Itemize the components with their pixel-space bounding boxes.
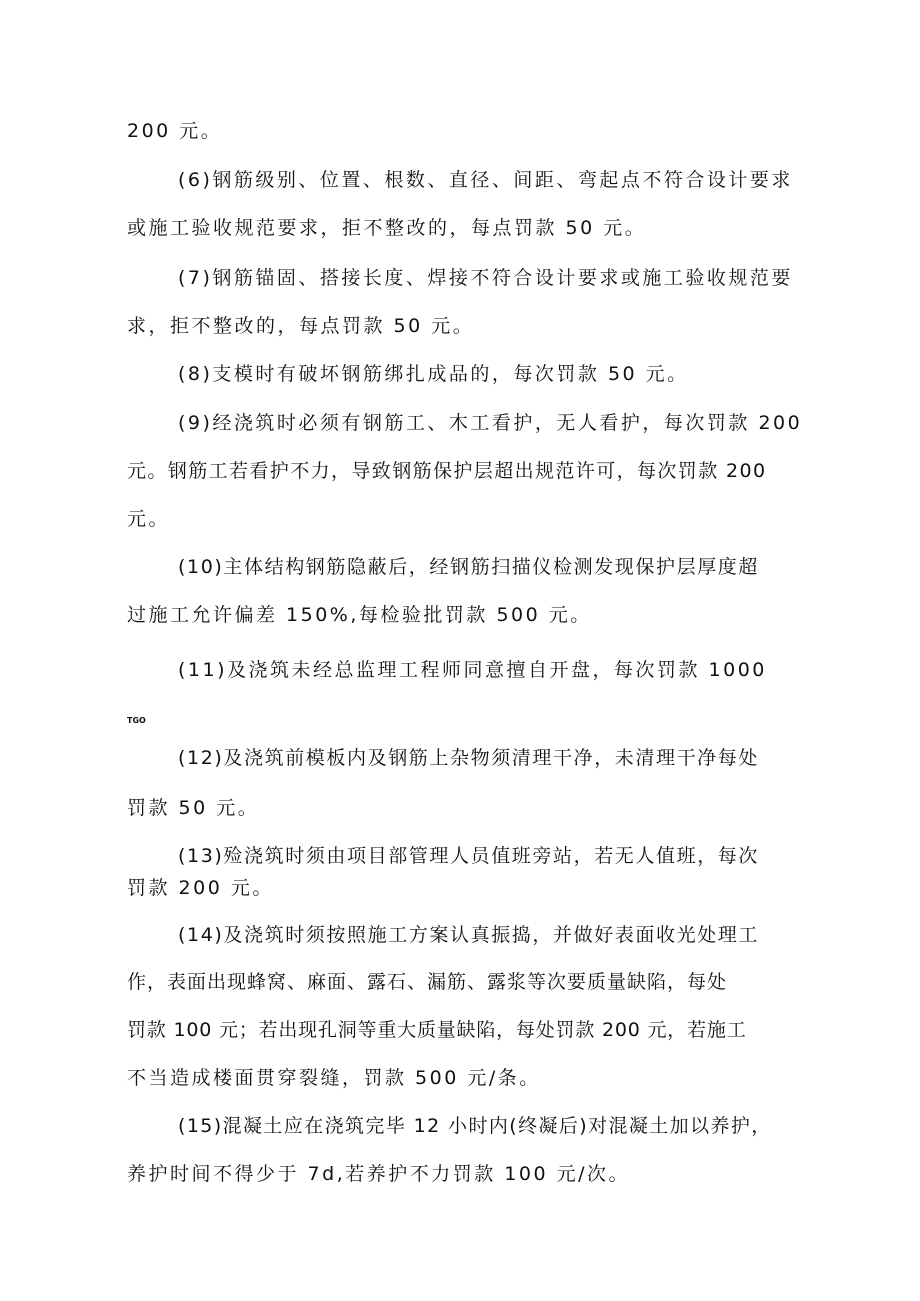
text-line: 罚款 100 元；若出现孔洞等重大质量缺陷，每处罚款 200 元，若施工 [127,1019,747,1041]
text-line: (8)支模时有破坏钢筋绑扎成品的，每次罚款 50 元。 [178,363,689,385]
text-line: (12)及浇筑前模板内及钢筋上杂物须清理干净，未清理干净每处 [178,747,760,769]
text-line: 元。 [127,508,171,530]
text-line: (11)及浇筑未经总监理工程师同意擅自开盘，每次罚款 1000 [178,659,767,681]
text-line: 过施工允许偏差 150%,每检验批罚款 500 元。 [127,604,592,626]
text-line: (10)主体结构钢筋隐蔽后，经钢筋扫描仪检测发现保护层厚度超 [178,556,760,578]
text-line: 作，表面出现蜂窝、麻面、露石、漏筋、露浆等次要质量缺陷，每处 [127,971,728,993]
text-line: (13)殓浇筑时须由项目部管理人员值班旁站，若无人值班，每次 [178,845,760,867]
text-line: 不当造成楼面贯穿裂缝，罚款 500 元/条。 [127,1067,541,1089]
text-line: 养护时间不得少于 7d,若养护不力罚款 100 元/次。 [127,1163,630,1185]
text-line: 200 元。 [127,120,223,142]
text-line: (7)钢筋锚固、搭接长度、焊接不符合设计要求或施工验收规范要 [178,267,793,289]
text-line: (6)钢筋级别、位置、根数、直径、间距、弯起点不符合设计要求 [178,169,793,191]
text-line: 求，拒不整改的，每点罚款 50 元。 [127,315,475,337]
text-line: 罚款 50 元。 [127,797,260,819]
stray-mark-text: TGO [127,716,146,725]
text-line: (15)混凝土应在浇筑完毕 12 小时内(终凝后)对混凝土加以养护， [178,1115,772,1137]
text-line: 或施工验收规范要求，拒不整改的，每点罚款 50 元。 [127,217,647,239]
text-line: (9)经浇筑时必须有钢筋工、木工看护，无人看护，每次罚款 200 [178,412,803,434]
text-line: 罚款 200 元。 [127,877,274,899]
text-line: 元。钢筋工若看护不力，导致钢筋保护层超出规范许可，每次罚款 200 [127,460,767,482]
text-line: (14)及浇筑时须按照施工方案认真振捣，并做好表面收光处理工 [178,924,760,946]
